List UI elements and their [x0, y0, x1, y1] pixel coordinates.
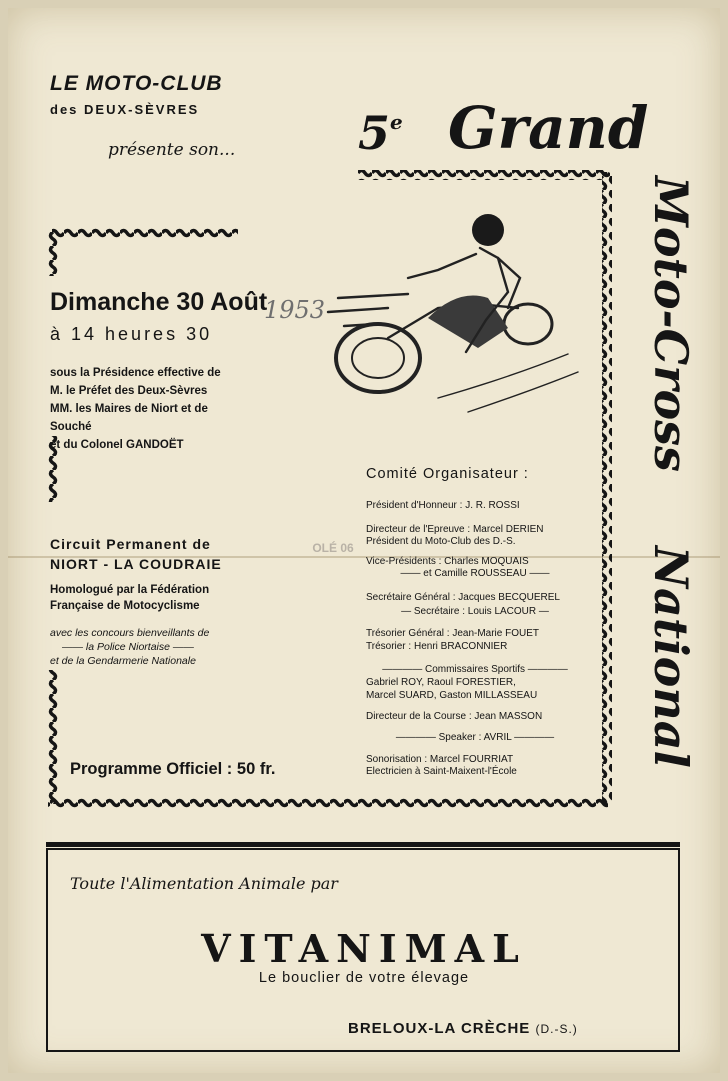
- club-region: des DEUX-SÈVRES: [50, 102, 200, 117]
- committee-line: Directeur de la Course : Jean MASSON: [366, 711, 543, 722]
- committee-line: — Secrétaire : Louis LACOUR —: [401, 606, 549, 617]
- committee-line: Trésorier Général : Jean-Marie FOUET: [366, 628, 540, 639]
- committee-line: Marcel SUARD, Gaston MILLASSEAU: [366, 690, 538, 701]
- edition-number: 5e: [358, 106, 403, 160]
- event-date: Dimanche 30 Août: [50, 288, 268, 316]
- committee-line: —— et Camille ROUSSEAU ——: [400, 568, 550, 579]
- motorcyclist-illustration: [328, 214, 578, 412]
- club-name: LE MOTO-CLUB: [50, 72, 223, 95]
- committee-line: Président du Moto-Club des D.-S.: [366, 536, 516, 547]
- pencil-year-note: 1953: [264, 296, 326, 324]
- presidence-text: sous la Présidence effective de M. le Préfet des Deux-Sèvres MM. les Maires de Niort et de Souché et du Colonel GANDOËT: [50, 367, 221, 451]
- advert-slogan: Le bouclier de votre élevage: [258, 970, 470, 986]
- committee-line: ———— Commissaires Sportifs ————: [382, 664, 568, 675]
- title-moto-cross: Moto-Cross: [644, 176, 698, 472]
- committee-line: Trésorier : Henri BRACONNIER: [366, 641, 508, 652]
- committee-heading: Comité Organisateur :: [366, 466, 529, 482]
- homologation-text: Homologué par la Fédération Française de Motocyclisme: [50, 584, 210, 612]
- committee-line: Gabriel ROY, Raoul FORESTIER,: [366, 677, 516, 688]
- circuit-label: Circuit Permanent de: [50, 536, 211, 552]
- title-grand: Grand: [448, 94, 649, 162]
- programme-price: Programme Officiel : 50 fr.: [70, 760, 276, 778]
- collector-stamp: OLÉ 06: [312, 541, 354, 555]
- event-time: à 14 heures 30: [50, 324, 213, 344]
- advert-tagline: Toute l'Alimentation Animale par: [70, 874, 338, 893]
- advert-location: BRELOUX-LA CRÈCHE (D.-S.): [348, 1020, 578, 1037]
- committee-line: Sonorisation : Marcel FOURRIAT: [366, 754, 514, 765]
- committee-line: Electricien à Saint-Maixent-l'École: [366, 766, 517, 777]
- concours-text: avec les concours bienveillants de —— la Police Niortaise —— et de la Gendarmerie Nationale: [50, 627, 210, 667]
- committee-line: Directeur de l'Epreuve : Marcel DERIEN: [366, 524, 544, 535]
- title-national: National: [644, 546, 698, 768]
- committee-line: ———— Speaker : AVRIL ————: [395, 732, 555, 743]
- program-page: [8, 8, 720, 1073]
- presents-text: présente son...: [108, 140, 236, 160]
- advert-brand: VITANIMAL: [201, 926, 527, 971]
- committee-line: Secrétaire Général : Jacques BECQUEREL: [366, 592, 560, 603]
- circuit-location: NIORT - LA COUDRAIE: [50, 556, 222, 572]
- committee-line: Vice-Présidents : Charles MOQUAIS: [366, 556, 529, 567]
- committee-line: Président d'Honneur : J. R. ROSSI: [366, 500, 520, 511]
